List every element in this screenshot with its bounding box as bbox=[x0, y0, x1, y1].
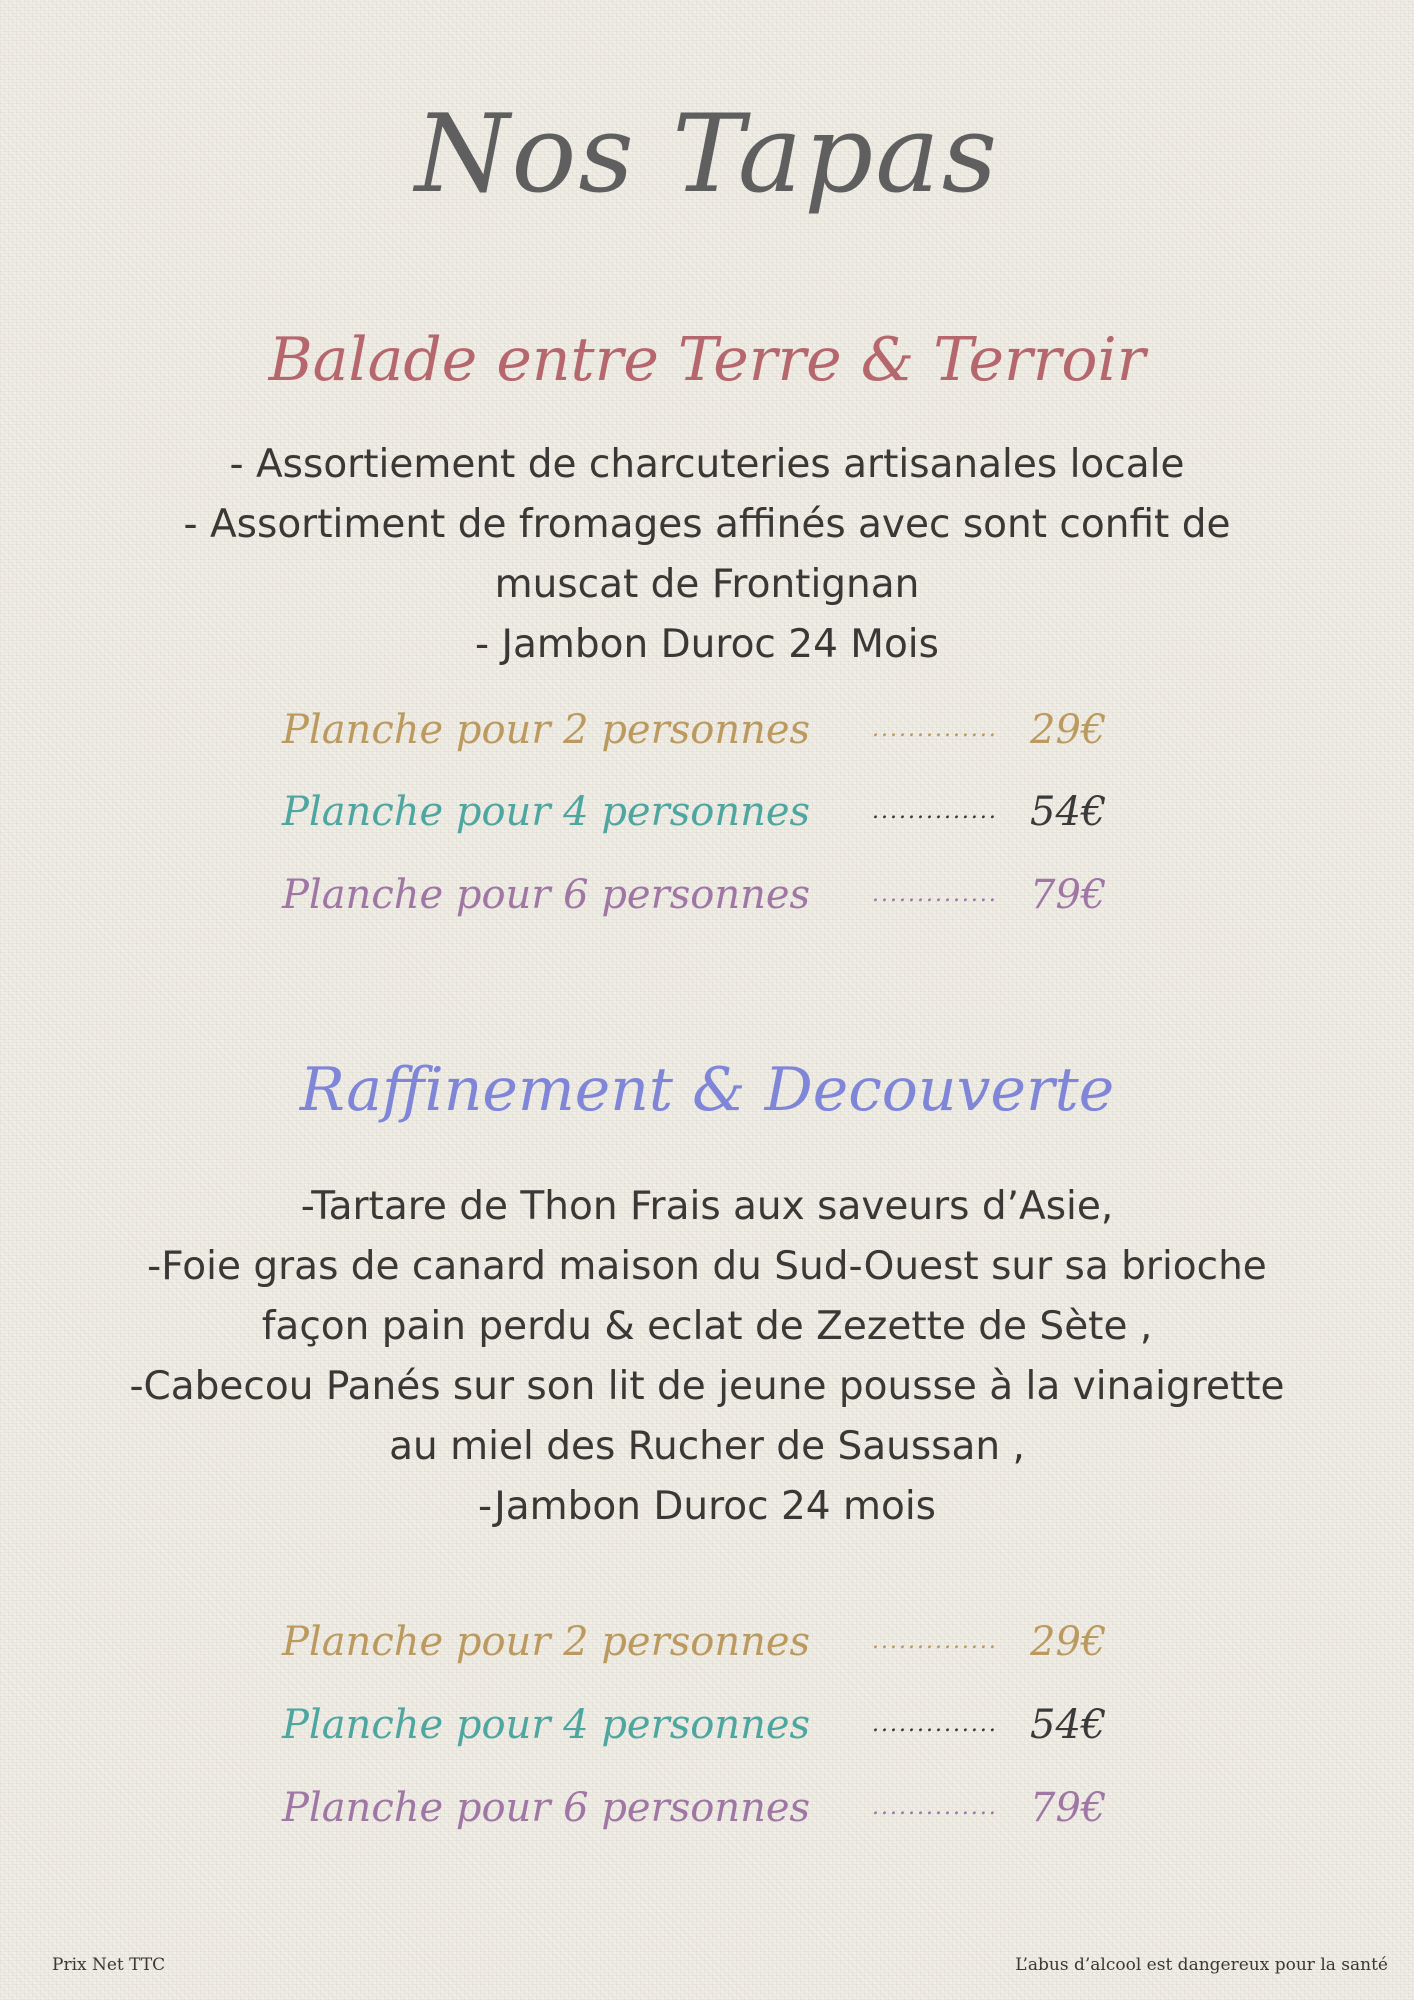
price-dots: .............. bbox=[872, 717, 998, 742]
menu-item-line: - Assortiment de fromages affinés avec sont confit de bbox=[183, 502, 1231, 547]
price-dots: .............. bbox=[872, 1629, 998, 1654]
menu-item-line: - Jambon Duroc 24 Mois bbox=[475, 622, 939, 667]
price-label: Planche pour 2 personnes bbox=[282, 707, 811, 753]
price-value: 29€ bbox=[1030, 707, 1107, 753]
footer-alcohol-warning: L’abus d’alcool est dangereux pour la santé bbox=[1015, 1955, 1388, 1975]
price-row-2-persons bbox=[0, 690, 1414, 770]
section-title-decouverte: Raffinement & Decouverte bbox=[299, 1055, 1115, 1125]
menu-item-line: -Jambon Duroc 24 mois bbox=[477, 1484, 937, 1529]
price-value: 54€ bbox=[1030, 789, 1107, 835]
price-row-4-persons bbox=[0, 772, 1414, 852]
price-dots: .............. bbox=[872, 799, 998, 824]
price-label: Planche pour 6 personnes bbox=[282, 1785, 811, 1831]
price-value: 29€ bbox=[1030, 1619, 1107, 1665]
menu-item-line: -Cabecou Panés sur son lit de jeune pousse à la vinaigrette bbox=[129, 1364, 1285, 1409]
price-row-6-persons bbox=[0, 1768, 1414, 1848]
price-row-2-persons bbox=[0, 1602, 1414, 1682]
price-row-6-persons bbox=[0, 855, 1414, 935]
price-label: Planche pour 4 personnes bbox=[282, 1702, 811, 1748]
page-title: Nos Tapas bbox=[414, 92, 1000, 217]
price-dots: .............. bbox=[872, 882, 998, 907]
menu-item-line: -Foie gras de canard maison du Sud-Ouest sur sa brioche bbox=[147, 1244, 1267, 1289]
menu-item-line: au miel des Rucher de Saussan , bbox=[389, 1424, 1025, 1469]
price-dots: .............. bbox=[872, 1795, 998, 1820]
section-items-terroir bbox=[100, 435, 1314, 675]
menu-item-line: - Assortiement de charcuteries artisanales locale bbox=[229, 442, 1185, 487]
price-label: Planche pour 2 personnes bbox=[282, 1619, 811, 1665]
section-items-decouverte bbox=[100, 1177, 1314, 1537]
price-value: 54€ bbox=[1030, 1702, 1107, 1748]
price-value: 79€ bbox=[1030, 872, 1107, 918]
menu-item-line: -Tartare de Thon Frais aux saveurs d’Asie, bbox=[300, 1184, 1114, 1229]
price-label: Planche pour 4 personnes bbox=[282, 789, 811, 835]
price-dots: .............. bbox=[872, 1712, 998, 1737]
footer-price-note: Prix Net TTC bbox=[52, 1955, 166, 1975]
menu-item-line: façon pain perdu & eclat de Zezette de Sète , bbox=[261, 1304, 1153, 1349]
menu-item-line: muscat de Frontignan bbox=[494, 562, 920, 607]
price-row-4-persons bbox=[0, 1685, 1414, 1765]
price-label: Planche pour 6 personnes bbox=[282, 872, 811, 918]
section-title-terroir: Balade entre Terre & Terroir bbox=[268, 325, 1146, 395]
price-value: 79€ bbox=[1030, 1785, 1107, 1831]
